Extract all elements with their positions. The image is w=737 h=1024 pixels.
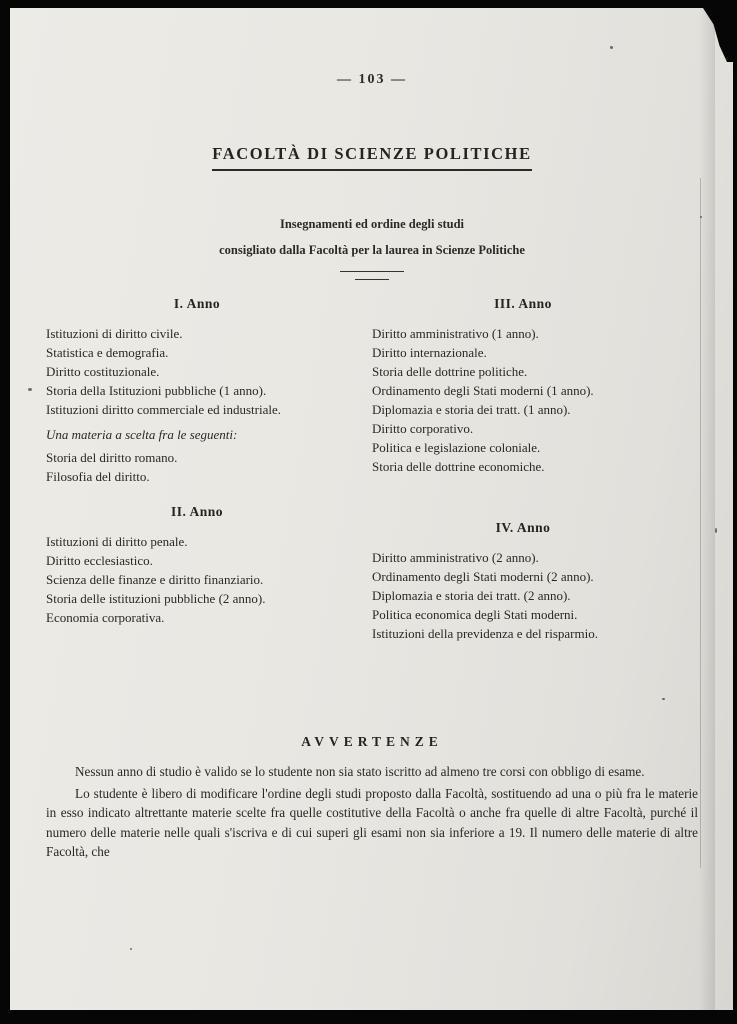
page-content: [46, 8, 698, 1010]
year3-heading: III. Anno: [494, 296, 552, 311]
course-columns: [46, 296, 698, 643]
course-item: Storia della Istituzioni pubbliche (1 anno).: [46, 383, 267, 398]
course-item: Diritto amministrativo (1 anno).: [372, 326, 539, 341]
avvertenze-paragraph: Lo studente è libero di modificare l'ordine degli studi proposto dalla Facoltà, sostituendo ad una o più fra le materie in esso indicato altrettante materie scelte fra quelle costitutive della Facoltà o anche fra quelle di altre Facoltà, purché il numero delle materie nelle quali s'iscriva e di cui superi gli esami non sia inferiore a 19. Il numero delle materie di altre Facoltà, che: [46, 785, 698, 859]
avvertenze-heading: AVVERTENZE: [301, 734, 443, 749]
course-item: Diritto costituzionale.: [46, 364, 160, 379]
course-item: Istituzioni di diritto civile.: [46, 326, 183, 341]
year4-section: [372, 520, 674, 643]
divider-ornament: [46, 271, 698, 280]
subtitle-line1: Insegnamenti ed ordine degli studi: [279, 217, 465, 231]
divider-rule-short: [355, 279, 389, 280]
course-item: Storia delle istituzioni pubbliche (2 anno).: [46, 591, 266, 606]
year1-section: [46, 296, 348, 486]
avvertenze-section: [46, 734, 698, 862]
paper: [10, 8, 733, 1010]
title-wrap: [46, 144, 698, 171]
course-item: Diritto ecclesiastico.: [46, 553, 153, 568]
course-item: Ordinamento degli Stati moderni (1 anno).: [372, 383, 594, 398]
scan-speck: [715, 528, 717, 533]
course-item: Diplomazia e storia dei tratt. (2 anno).: [372, 588, 571, 603]
scan-edge-shadow: [699, 8, 715, 1010]
year4-heading: IV. Anno: [495, 520, 551, 535]
course-item: Istituzioni diritto commerciale ed industriale.: [46, 402, 282, 417]
course-item: Diritto internazionale.: [372, 345, 487, 360]
year2-heading: II. Anno: [170, 504, 224, 519]
page-number: — 103 —: [337, 72, 407, 87]
course-item: Scienza delle finanze e diritto finanziario.: [46, 572, 264, 587]
right-column: [372, 296, 674, 643]
year1-heading: I. Anno: [173, 296, 221, 311]
course-item: Storia delle dottrine economiche.: [372, 459, 545, 474]
year3-section: [372, 296, 674, 476]
course-item: Diritto amministrativo (2 anno).: [372, 550, 539, 565]
page-title: FACOLTÀ DI SCIENZE POLITICHE: [212, 144, 531, 171]
choice-note: Una materia a scelta fra le seguenti:: [46, 427, 238, 442]
course-item: Diritto corporativo.: [372, 421, 474, 436]
course-item: Ordinamento degli Stati moderni (2 anno).: [372, 569, 594, 584]
subtitle-line2: consigliato dalla Facoltà per la laurea in Scienze Politiche: [219, 243, 525, 257]
year2-section: [46, 504, 348, 627]
avvertenze-paragraph: Nessun anno di studio è valido se lo studente non sia stato iscritto ad almeno tre corsi con obbligo di esame.: [75, 764, 645, 779]
course-item: Politica e legislazione coloniale.: [372, 440, 541, 455]
left-column: [46, 296, 348, 643]
course-item: Diplomazia e storia dei tratt. (1 anno).: [372, 402, 571, 417]
scan-speck: [700, 216, 702, 218]
course-item: Statistica e demografia.: [46, 345, 169, 360]
course-item: Economia corporativa.: [46, 610, 165, 625]
course-item: Filosofia del diritto.: [46, 469, 150, 484]
course-item: Istituzioni di diritto penale.: [46, 534, 188, 549]
scan-speck: [28, 388, 32, 391]
subtitle: [46, 211, 698, 263]
divider-rule-long: [340, 271, 404, 272]
course-item: Istituzioni della previdenza e del risparmio.: [372, 626, 598, 641]
course-item: Storia del diritto romano.: [46, 450, 178, 465]
course-item: Storia delle dottrine politiche.: [372, 364, 528, 379]
course-item: Politica economica degli Stati moderni.: [372, 607, 578, 622]
